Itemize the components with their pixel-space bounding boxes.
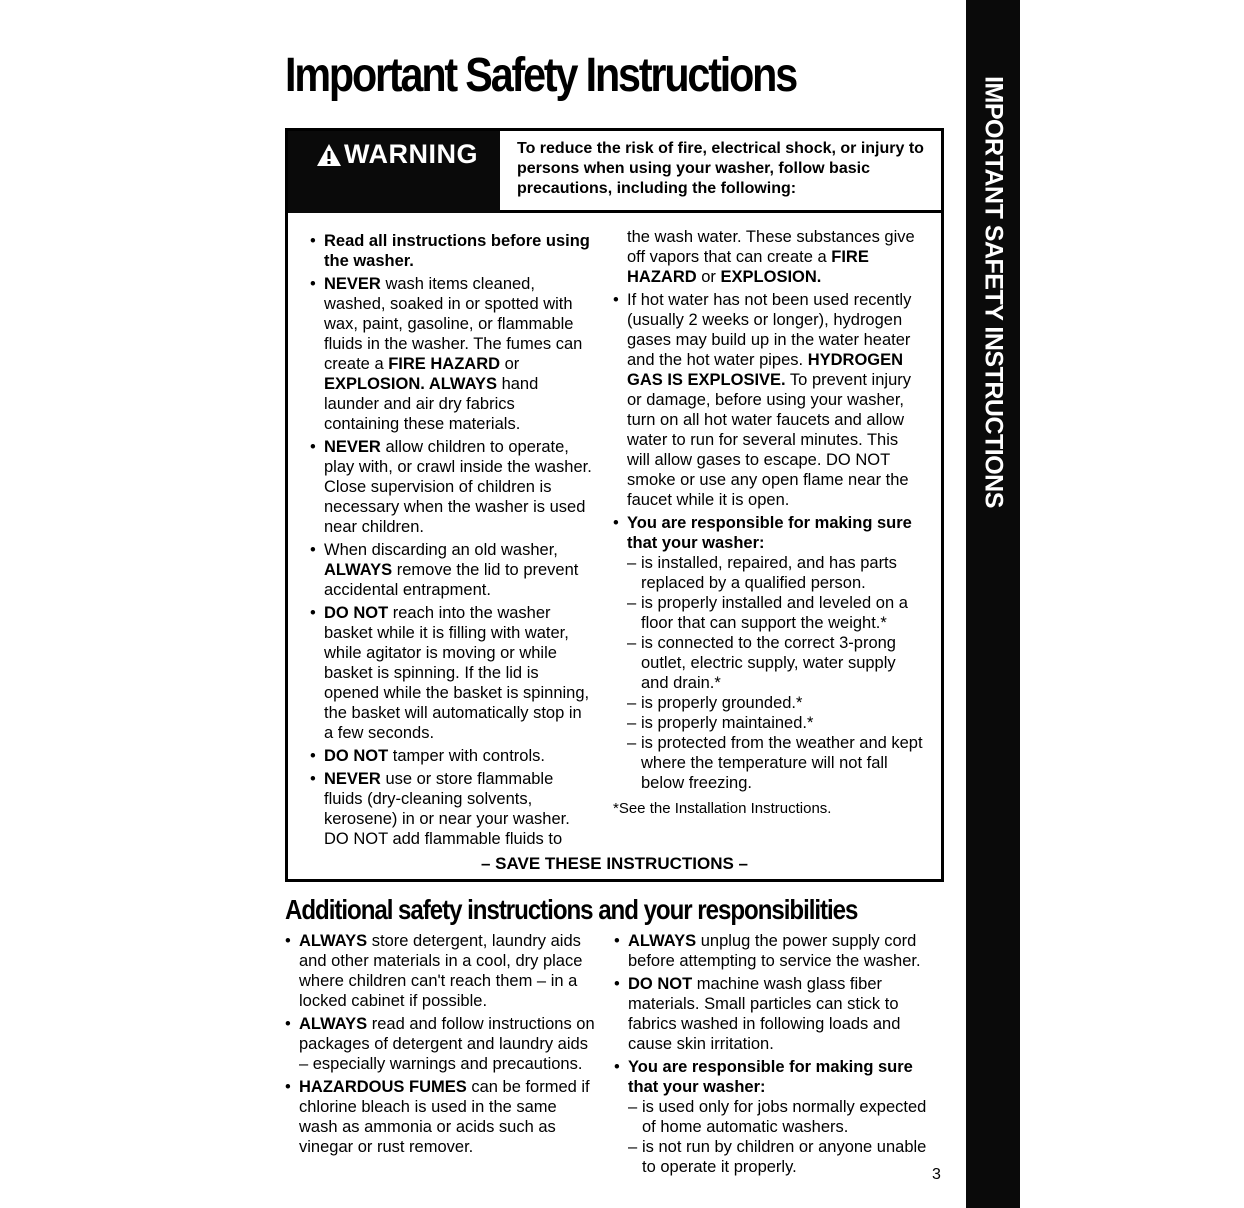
section-title: Additional safety instructions and your responsibilities (285, 894, 858, 925)
list-item: • DO NOT reach into the washer basket while it is filling with water, while agitator is moving or while basket is spinning. If the lid is opened while the basket is spinning, the basket will automatically stop in a few seconds. (310, 603, 592, 743)
list-item: • When discarding an old washer, ALWAYS remove the lid to prevent accidental entrapment. (310, 540, 592, 600)
list-item: • NEVER wash items cleaned, washed, soaked in or spotted with wax, paint, gasoline, or flammable fluids in the washer. The fumes can create a FIRE HAZARD or EXPLOSION. ALWAYS hand launder and air dry fabrics containing these materials. (310, 274, 592, 434)
additional-right-column (614, 931, 944, 1180)
sub-item: – is connected to the correct 3-prong outlet, electric supply, water supply and drain.* (627, 633, 923, 693)
list-item: • Read all instructions before using the washer. (310, 231, 592, 271)
list-item: • ALWAYS unplug the power supply cord before attempting to service the washer. (614, 931, 944, 971)
footnote: *See the Installation Instructions. (613, 800, 832, 817)
warning-right-column (613, 227, 923, 819)
sub-item: – is not run by children or anyone unable to operate it properly. (628, 1137, 944, 1177)
list-item: • DO NOT machine wash glass fiber materials. Small particles can stick to fabrics washed in following loads and cause skin irritation. (614, 974, 944, 1054)
sub-item: – is properly maintained.* (627, 713, 923, 733)
warning-left-column (310, 231, 592, 852)
warning-label (316, 139, 478, 170)
warning-label-text: WARNING (344, 139, 478, 169)
list-item: • If hot water has not been used recently (usually 2 weeks or longer), hydrogen gases may build up in the water heater and the hot water pipes. HYDROGEN GAS IS EXPLOSIVE. To prevent injury or damage, before using your washer, turn on all hot water faucets and allow water to run for several minutes. This will allow gases to escape. DO NOT smoke or use any open flame near the faucet while it is open. (613, 290, 923, 510)
list-item: • ALWAYS read and follow instructions on packages of detergent and laundry aids – especially warnings and precautions. (285, 1014, 597, 1074)
sub-item: – is properly grounded.* (627, 693, 923, 713)
page-title: Important Safety Instructions (285, 49, 797, 102)
list-item: the wash water. These substances give off vapors that can create a FIRE HAZARD or EXPLOSION. (627, 228, 915, 286)
list-item: • HAZARDOUS FUMES can be formed if chlorine bleach is used in the same wash as ammonia or acids such as vinegar or rust remover. (285, 1077, 597, 1157)
additional-left-column (285, 931, 597, 1160)
list-item: • NEVER use or store flammable fluids (dry-cleaning solvents, kerosene) in or near your washer. DO NOT add flammable fluids to (310, 769, 592, 849)
list-item: • You are responsible for making sure that your washer: – is installed, repaired, and has parts replaced by a qualified person. – is properly installed and leveled on a floor that can support the weight.* – is connected to the correct 3-prong outlet, electric supply, water supply and drain.* – is properly grounded.* – is properly maintained.* – is protected from the weather and kept where the temperature will not fall below freezing. (613, 513, 923, 793)
sub-item: – is properly installed and leveled on a floor that can support the weight.* (627, 593, 923, 633)
list-item: • You are responsible for making sure that your washer: – is used only for jobs normally expected of home automatic washers. – is not run by children or anyone unable to operate it properly. (614, 1057, 944, 1177)
side-tab-label: IMPORTANT SAFETY INSTRUCTIONS (979, 76, 1008, 508)
warning-triangle-icon (316, 143, 342, 167)
list-item: • NEVER allow children to operate, play with, or crawl inside the washer. Close supervision of children is necessary when the washer is used near children. (310, 437, 592, 537)
page-number: 3 (932, 1166, 941, 1183)
warning-box (285, 128, 944, 882)
sub-item: – is used only for jobs normally expected of home automatic washers. (628, 1097, 944, 1137)
warning-label-box (288, 131, 500, 213)
list-item: • ALWAYS store detergent, laundry aids and other materials in a cool, dry place where children can't reach them – in a locked cabinet if possible. (285, 931, 597, 1011)
save-instructions: – SAVE THESE INSTRUCTIONS – (480, 854, 748, 873)
list-item: • DO NOT tamper with controls. (310, 746, 592, 766)
sub-item: – is installed, repaired, and has parts replaced by a qualified person. (627, 553, 923, 593)
sub-item: – is protected from the weather and kept where the temperature will not fall below freezing. (627, 733, 923, 793)
warning-intro: To reduce the risk of fire, electrical shock, or injury to persons when using your washer, follow basic precautions, including the following: (500, 131, 941, 213)
